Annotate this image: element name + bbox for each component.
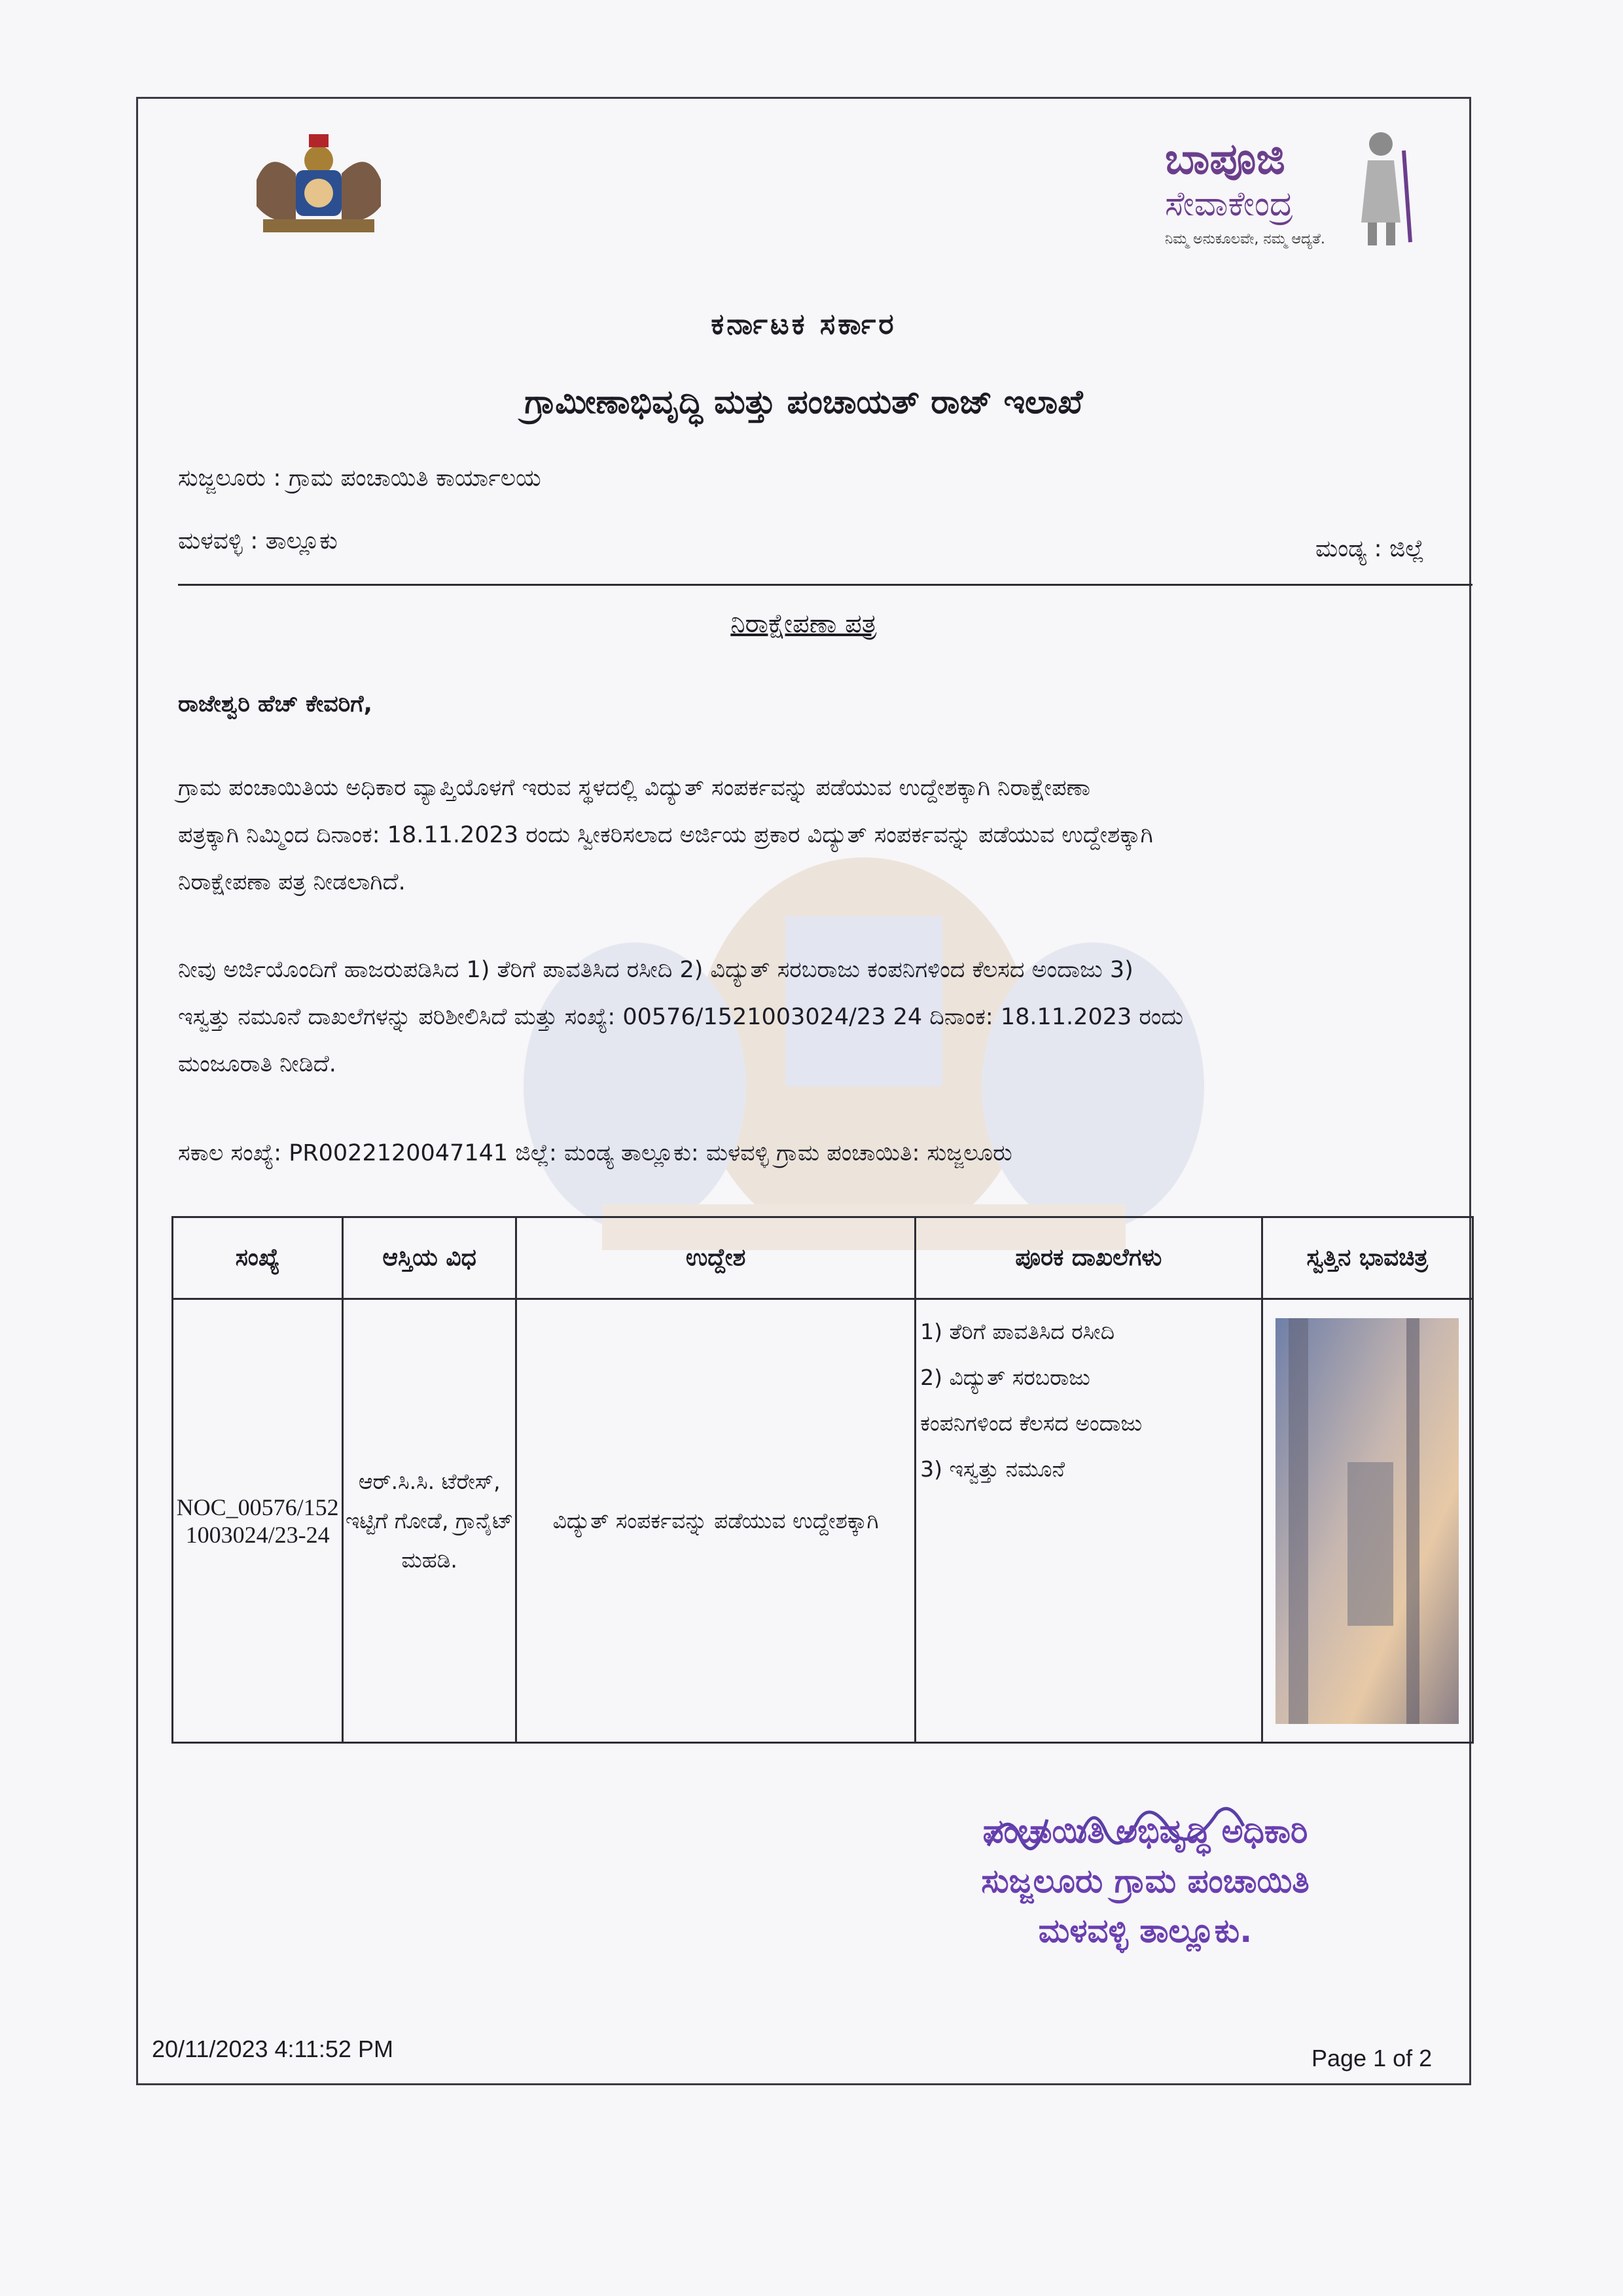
header-number: ಸಂಖ್ಯೆ — [173, 1217, 343, 1299]
cell-photo — [1262, 1299, 1472, 1743]
taluk-line: ಮಳವಳ್ಳಿ : ತಾಲ್ಲೂಕು — [178, 528, 338, 554]
document-item: ಕಂಪನಿಗಳಿಂದ ಕೆಲಸದ ಅಂದಾಜು — [920, 1410, 1143, 1436]
stamp-line-2: ಸುಜ್ಜಲೂರು ಗ್ರಾಮ ಪಂಚಾಯಿತಿ — [981, 1862, 1310, 1900]
department-title: ಗ್ರಾಮೀಣಾಭಿವೃದ್ಧಿ ಮತ್ತು ಪಂಚಾಯತ್ ರಾಜ್ ಇಲಾಖೆ — [524, 383, 1083, 421]
government-title: ಕರ್ನಾಟಕ ಸರ್ಕಾರ — [711, 308, 897, 341]
district-line: ಮಂಡ್ಯ : ಜಿಲ್ಲೆ — [1315, 535, 1425, 562]
header-property-type: ಆಸ್ತಿಯ ವಿಧ — [343, 1217, 516, 1299]
karnataka-emblem-icon — [237, 121, 401, 245]
stamp-line-3: ಮಳವಳ್ಳಿ ತಾಲ್ಲೂಕು. — [1038, 1912, 1253, 1950]
sakala-line: ಸಕಾಲ ಸಂಖ್ಯೆ: PR0022120047141 ಜಿಲ್ಲೆ: ಮಂಡ್ಯ ತಾಲ್ಲೂಕು: ಮಳವಳ್ಳಿ ಗ್ರಾಮ ಪಂಚಾಯಿತಿ: ಸುಜ್ಜಲೂರು — [178, 1140, 1012, 1166]
paragraph-1-line-1: ಗ್ರಾಮ ಪಂಚಾಯಿತಿಯ ಅಧಿಕಾರ ವ್ಯಾಪ್ತಿಯೊಳಗೆ ಇರುವ ಸ್ಥಳದಲ್ಲಿ ವಿದ್ಯುತ್ ಸಂಪರ್ಕವನ್ನು ಪಡೆಯುವ ಉದ್ದೇಶಕ್ಕಾಗಿ ನಿರಾಕ್ಷೇಪಣಾ — [178, 775, 1091, 801]
property-photo — [1275, 1318, 1459, 1724]
page-number: Page 1 of 2 — [1311, 2045, 1433, 2072]
print-timestamp: 20/11/2023 4:11:52 PM — [152, 2036, 393, 2062]
subject-text: ನಿರಾಕ್ಷೇಪಣಾ ಪತ್ರ — [730, 609, 877, 639]
logo-tagline: ನಿಮ್ಮ ಅನುಕೂಲವೇ, ನಮ್ಮ ಆದ್ಯತೆ. — [1165, 231, 1325, 248]
header-documents: ಪೂರಕ ದಾಖಲೆಗಳು — [916, 1217, 1262, 1299]
document-item: 2) ವಿದ್ಯುತ್ ಸರಬರಾಜು — [920, 1365, 1090, 1390]
noc-table — [171, 1216, 1474, 1744]
bapuji-logo — [1165, 134, 1374, 248]
paragraph-1-line-3: ನಿರಾಕ್ಷೇಪಣಾ ಪತ್ರ ನೀಡಲಾಗಿದೆ. — [178, 869, 406, 895]
cell-purpose: ವಿದ್ಯುತ್ ಸಂಪರ್ಕವನ್ನು ಪಡೆಯುವ ಉದ್ದೇಶಕ್ಕಾಗಿ — [516, 1299, 916, 1743]
logo-title: ಬಾಪೂಜಿ — [1165, 134, 1285, 184]
document-item: 1) ತೆರಿಗೆ ಪಾವತಿಸಿದ ರಸೀದಿ — [920, 1319, 1115, 1344]
stamp-line-1: ಪಂಚಾಯಿತಿ ಅಭಿವೃದ್ಧಿ ಅಧಿಕಾರಿ — [982, 1812, 1308, 1850]
salutation: ರಾಜೇಶ್ವರಿ ಹೆಚ್ ಕೇವರಿಗೆ, — [178, 691, 372, 717]
logo-subtitle: ಸೇವಾಕೇಂದ್ರ — [1165, 185, 1293, 224]
cell-documents — [916, 1299, 1262, 1743]
table-row — [173, 1299, 1473, 1743]
header-photo: ಸ್ವತ್ತಿನ ಭಾವಚಿತ್ರ — [1262, 1217, 1472, 1299]
paragraph-1-line-2: ಪತ್ರಕ್ಕಾಗಿ ನಿಮ್ಮಿಂದ ದಿನಾಂಕ: 18.11.2023 ರಂದು ಸ್ವೀಕರಿಸಲಾದ ಅರ್ಜಿಯ ಪ್ರಕಾರ ವಿದ್ಯುತ್ ಸಂಪರ್ಕವನ್ನು ಪಡೆಯುವ ಉದ್ದೇಶಕ್ಕಾಗಿ — [178, 822, 1153, 848]
paragraph-2 — [178, 946, 1461, 1088]
paragraph-2-line-2: ಇಸ್ವತ್ತು ನಮೂನೆ ದಾಖಲೆಗಳನ್ನು ಪರಿಶೀಲಿಸಿದೆ ಮತ್ತು ಸಂಖ್ಯೆ: 00576/1521003024/23 24 ದಿನಾಂಕ: 18.11.2023 ರಂದು — [178, 1004, 1184, 1030]
paragraph-1 — [178, 764, 1461, 906]
document-item: 3) ಇಸ್ವತ್ತು ನಮೂನೆ — [920, 1456, 1065, 1482]
gandhi-figure-icon — [1348, 124, 1420, 249]
header-purpose: ಉದ್ದೇಶ — [516, 1217, 916, 1299]
table-header-row — [173, 1217, 1473, 1299]
paragraph-2-line-3: ಮಂಜೂರಾತಿ ನೀಡಿದೆ. — [178, 1051, 336, 1077]
paragraph-2-line-1: ನೀವು ಅರ್ಜಿಯೊಂದಿಗೆ ಹಾಜರುಪಡಿಸಿದ 1) ತೆರಿಗೆ ಪಾವತಿಸಿದ ರಸೀದಿ 2) ವಿದ್ಯುತ್ ಸರಬರಾಜು ಕಂಪನಿಗಳಿಂದ ಕೆಲಸದ ಅಂದಾಜು 3) — [178, 957, 1133, 983]
cell-property-type: ಆರ್.ಸಿ.ಸಿ. ಟೆರೇಸ್, ಇಟ್ಟಿಗೆ ಗೋಡೆ, ಗ್ರಾನೈಟ್ ಮಹಡಿ. — [343, 1299, 516, 1743]
office-line: ಸುಜ್ಜಲೂರು : ಗ್ರಾಮ ಪಂಚಾಯಿತಿ ಕಾರ್ಯಾಲಯ — [178, 465, 541, 492]
cell-number: NOC_00576/1521003024/23-24 — [173, 1299, 343, 1743]
officer-stamp — [864, 1806, 1427, 1956]
document-subject — [136, 609, 1471, 639]
header-divider — [178, 584, 1472, 586]
